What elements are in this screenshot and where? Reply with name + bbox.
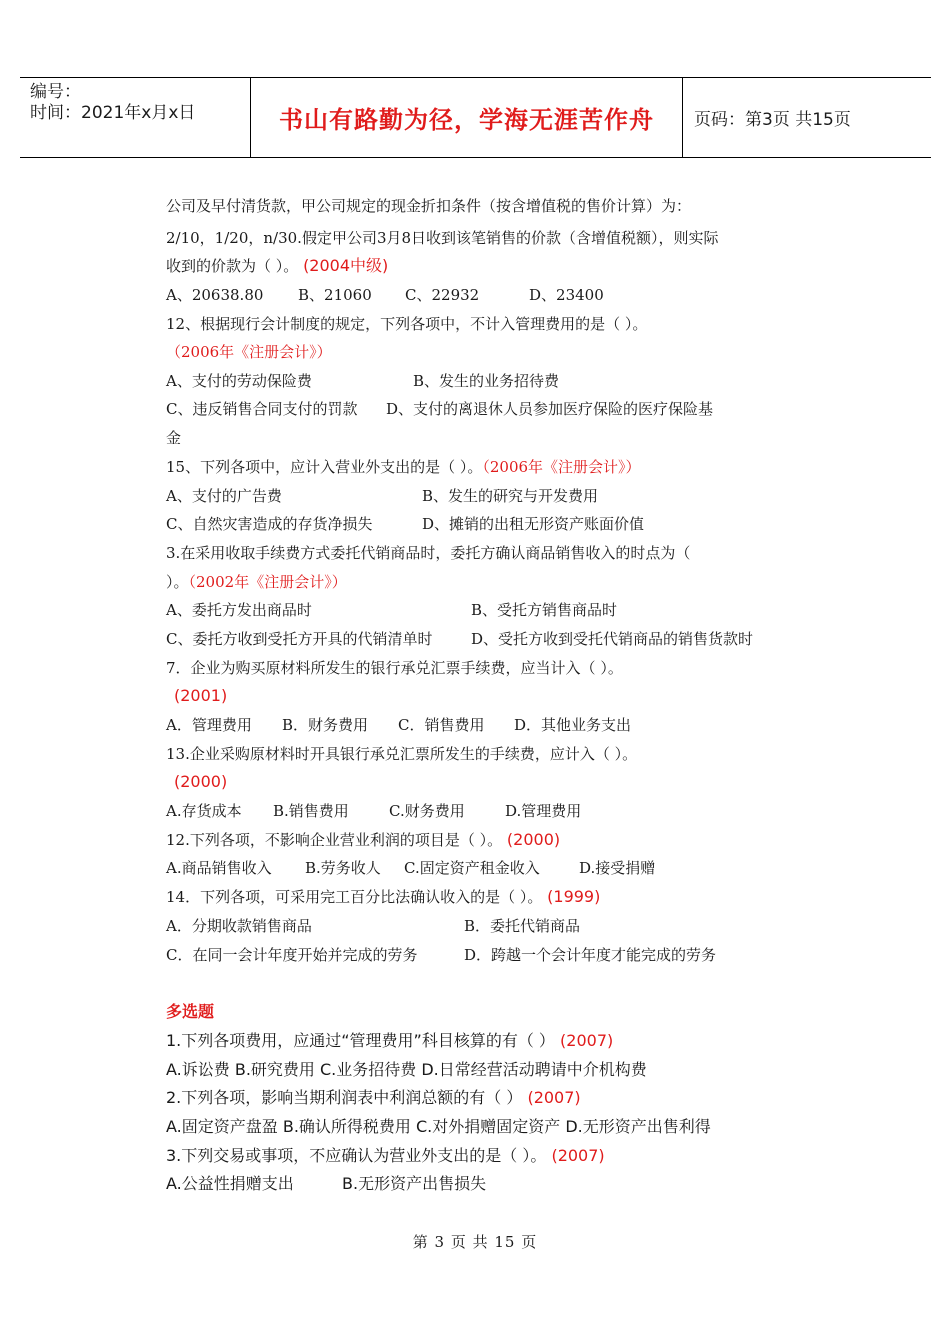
header-motto: 书山有路勤为径，学海无涯苦作舟: [251, 78, 683, 157]
question-text: 1.下列各项费用，应通过“管理费用”科目核算的有（ ）: [166, 1031, 555, 1050]
option-b: B、21060: [298, 286, 372, 304]
option-d: D、受托方收到受托代销商品的销售货款时: [471, 630, 754, 648]
option-d: D.管理费用: [505, 802, 582, 820]
option-b: B.无形资产出售损失: [342, 1174, 487, 1193]
options-line: [166, 945, 716, 965]
options-line: [166, 1174, 486, 1194]
option-b: B．委托代销商品: [464, 917, 581, 935]
option-b: B．财务费用: [282, 716, 369, 734]
options-line: [166, 801, 581, 821]
option-b: B.劳务收人: [305, 859, 381, 877]
options-line: A.诉讼费 B.研究费用 C.业务招待费 D.日常经营活动聘请中介机构费: [166, 1060, 647, 1079]
option-d: D、摊销的出租无形资产账面价值: [422, 515, 645, 533]
question-12b: [166, 830, 560, 850]
option-d: D.接受捐赠: [579, 859, 656, 877]
option-d: D、23400: [529, 286, 604, 304]
option-c: C.财务费用: [389, 802, 465, 820]
option-a: A.公益性捐赠支出: [166, 1174, 294, 1193]
time-label: 时间：2021年x月x日: [30, 103, 196, 123]
option-a: A.商品销售收入: [166, 859, 272, 877]
question-12: 12、根据现行会计制度的规定，下列各项中，不计入管理费用的是（ ）。: [166, 315, 648, 333]
options-line: A.固定资产盘盈 B.确认所得税费用 C.对外捐赠固定资产 D.无形资产出售利得: [166, 1117, 711, 1136]
header-page-info: 页码：第3页 共15页: [694, 110, 851, 130]
question-text: ）。: [166, 573, 189, 591]
option-c: C、22932: [405, 286, 480, 304]
multi-question-1: [166, 1031, 613, 1051]
option-a: A、支付的广告费: [166, 487, 282, 505]
option-a: A．管理费用: [166, 716, 252, 734]
question-14: [166, 887, 600, 907]
option-b: B、受托方销售商品时: [471, 601, 618, 619]
options-line: [166, 916, 580, 936]
option-a: A、委托方发出商品时: [166, 601, 312, 619]
year-tag: （2002年《注册会计》）: [188, 573, 347, 591]
multi-question-3: [166, 1146, 605, 1166]
year-tag: (1999): [547, 887, 601, 906]
question-3: 3.在采用收取手续费方式委托代销商品时，委托方确认商品销售收入的时点为（: [166, 544, 691, 562]
option-a: A．分期收款销售商品: [166, 917, 312, 935]
header-left-cell: [20, 78, 251, 157]
text-line: [166, 572, 347, 592]
option-c: C．销售费用: [398, 716, 485, 734]
year-tag: (2004中级): [303, 256, 389, 275]
option-c: C．在同一会计年度开始并完成的劳务: [166, 946, 418, 964]
question-13: 13.企业采购原材料时开具银行承兑汇票所发生的手续费，应计入（ ）。: [166, 745, 638, 763]
options-line: [166, 629, 753, 649]
options-line: [166, 600, 617, 620]
option-b: B.销售费用: [273, 802, 349, 820]
question-text: 12.下列各项，不影响企业营业利润的项目是（ ）。: [166, 831, 503, 849]
text-line: [166, 256, 388, 276]
page-footer: 第 3 页 共 15 页: [412, 1233, 538, 1251]
options-line: [166, 858, 655, 878]
options-line: [166, 715, 631, 735]
option-a: A.存货成本: [166, 802, 242, 820]
option-c: C.固定资产租金收入: [404, 859, 540, 877]
question-text: 3.下列交易或事项，不应确认为营业外支出的是（ ）。: [166, 1146, 547, 1165]
multi-question-2: [166, 1088, 581, 1108]
options-line: [166, 371, 559, 391]
option-b: B、发生的研究与开发费用: [422, 487, 599, 505]
option-a: A、支付的劳动保险费: [166, 372, 312, 390]
question-7: 7．企业为购买原材料所发生的银行承兑汇票手续费，应当计入（ ）。: [166, 659, 623, 677]
question-text: 收到的价款为（ ）。: [166, 257, 299, 275]
text-line: 金: [166, 429, 182, 447]
options-line: [166, 486, 598, 506]
year-tag: (2007): [560, 1031, 614, 1050]
question-text: 2.下列各项，影响当期利润表中利润总额的有（ ）: [166, 1088, 523, 1107]
option-b: B、发生的业务招待费: [413, 372, 560, 390]
year-tag: （2006年《注册会计》）: [482, 458, 641, 476]
question-15: [166, 457, 641, 477]
text-line: 公司及早付清货款，甲公司规定的现金折扣条件（按含增值税的售价计算）为：: [166, 197, 692, 215]
options-line: [166, 285, 604, 305]
options-line: [166, 399, 713, 419]
option-a: A、20638.80: [166, 286, 264, 304]
year-tag: (2001): [174, 686, 228, 705]
year-tag: (2007): [527, 1088, 581, 1107]
year-tag: (2007): [551, 1146, 605, 1165]
option-d: D．其他业务支出: [514, 716, 632, 734]
year-tag: (2000): [174, 772, 228, 791]
header-table: [20, 77, 931, 158]
year-tag: (2000): [506, 830, 561, 849]
option-d: D．跨越一个会计年度才能完成的劳务: [464, 946, 717, 964]
option-d: D、支付的离退休人员参加医疗保险的医疗保险基: [386, 400, 714, 418]
options-line: [166, 514, 644, 534]
question-text: 14．下列各项，可采用完工百分比法确认收入的是（ ）。: [166, 888, 543, 906]
text-line: 2/10，1/20，n/30.假定甲公司3月8日收到该笔销售的价款（含增值税额），则实际: [166, 229, 719, 247]
option-c: C、违反销售合同支付的罚款: [166, 400, 358, 418]
number-label: 编号：: [30, 82, 81, 102]
option-c: C、自然灾害造成的存货净损失: [166, 515, 373, 533]
option-c: C、委托方收到受托方开具的代销清单时: [166, 630, 433, 648]
question-text: 15、下列各项中，应计入营业外支出的是（ ）。: [166, 458, 483, 476]
section-title: 多选题: [166, 1002, 215, 1021]
year-tag: （2006年《注册会计》）: [166, 343, 332, 361]
